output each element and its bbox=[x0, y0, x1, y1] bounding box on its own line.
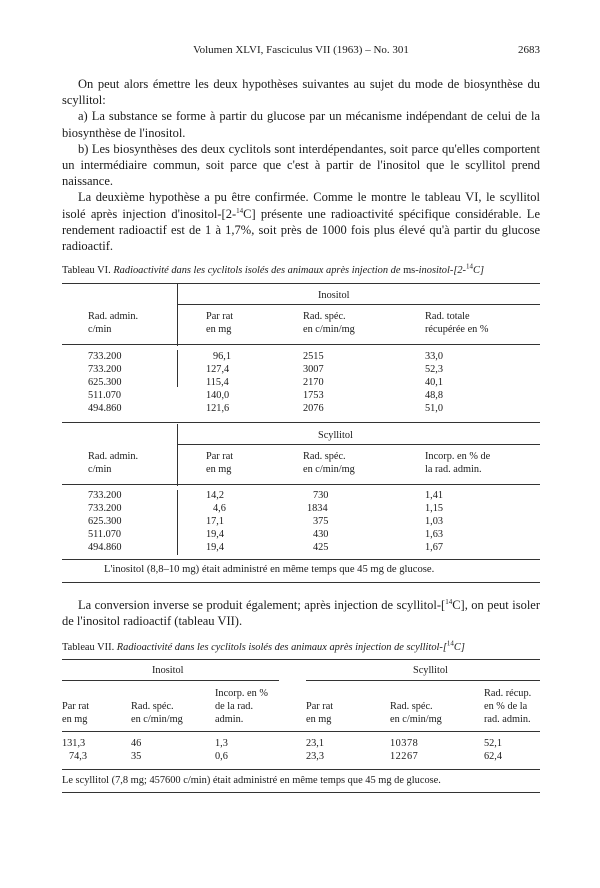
table7-group2-title: Scyllitol bbox=[413, 665, 448, 676]
table-header-cell: admin. bbox=[215, 714, 244, 725]
table6-group2-data-divider bbox=[177, 490, 178, 555]
table-cell: 17,1 bbox=[206, 516, 225, 527]
table-header-cell: Rad. spéc. bbox=[131, 701, 174, 712]
table-header-cell: Rad. récup. bbox=[484, 688, 532, 699]
table-cell: 33,0 bbox=[425, 351, 444, 362]
table-cell: 0,6 bbox=[215, 751, 228, 762]
table6-mid-rule bbox=[62, 422, 540, 423]
table-header-cell: en c/min/mg bbox=[390, 714, 442, 725]
table7-header-rule bbox=[62, 731, 540, 732]
table6-group2-title-rule bbox=[178, 444, 540, 445]
table-header-cell: Par rat bbox=[206, 451, 234, 462]
caption-end: C] bbox=[453, 642, 465, 653]
table-cell: 2076 bbox=[303, 403, 324, 414]
table-cell: 115,4 bbox=[206, 377, 229, 388]
table-cell: 131,3 bbox=[62, 738, 86, 749]
table6-group1-divider bbox=[177, 284, 178, 346]
caption-compound-prefix: ms- bbox=[403, 265, 419, 276]
table6-bottom-rule bbox=[62, 559, 540, 560]
table-cell: 430 bbox=[313, 529, 329, 540]
table-header-cell: Rad. admin. bbox=[88, 311, 139, 322]
body-text-middle bbox=[62, 597, 540, 629]
text-run: La deuxième hypothèse a pu être confirmée. Comme le montre le tableau VI, le scyllitol isolé après injection d'inositol-[2- bbox=[62, 190, 540, 221]
table-cell: 19,4 bbox=[206, 542, 225, 553]
table-header-cell: en mg bbox=[306, 714, 332, 725]
table-cell: 1,15 bbox=[425, 503, 444, 514]
table-cell: 494.860 bbox=[88, 403, 122, 414]
table-header-cell: Rad. spéc. bbox=[303, 451, 346, 462]
table-cell: 35 bbox=[131, 751, 142, 762]
table-header-cell: c/min bbox=[88, 324, 112, 335]
table6-group1-title-rule bbox=[178, 304, 540, 305]
paragraph-hypotheses-intro: On peut alors émettre les deux hypothèses suivantes au sujet du mode de biosynthèse du scyllitol: bbox=[62, 77, 540, 108]
table-cell: 140,0 bbox=[206, 390, 230, 401]
text-run: La conversion inverse se produit également; après injection de scyllitol-[ bbox=[78, 598, 446, 612]
caption-label: Tableau VI. bbox=[62, 265, 111, 276]
text-run: C] présente une radioactivité spécifique considérable. Le rendement radioactif est de 1 à 1,7%, soit près de 1000 fois plus élevé qu'à partir du glucose radioactif. bbox=[62, 206, 540, 254]
table-header-cell: de la rad. bbox=[215, 701, 254, 712]
table-header-cell: Rad. totale bbox=[425, 311, 470, 322]
table-cell: 730 bbox=[313, 490, 329, 501]
table-cell: 46 bbox=[131, 738, 142, 749]
table-cell: 23,1 bbox=[306, 738, 325, 749]
table-cell: 48,8 bbox=[425, 390, 444, 401]
paragraph-hypothesis-b: b) Les biosynthèses des deux cyclitols sont interdépendantes, soit parce qu'elles comportent un intermédiaire commun, soit parce que c'est à partir de l'inositol que le scyllitol prend naissance. bbox=[62, 141, 540, 189]
table6-group2-title: Scyllitol bbox=[318, 430, 353, 441]
body-text-top bbox=[62, 76, 540, 254]
table-header-cell: en % de la bbox=[484, 701, 528, 712]
table-cell: 52,3 bbox=[425, 364, 444, 375]
table-cell: 375 bbox=[313, 516, 329, 527]
paragraph-inverse-conversion bbox=[62, 597, 540, 629]
table-cell: 2515 bbox=[303, 351, 324, 362]
table-cell: 10378 bbox=[390, 738, 419, 749]
table-cell: 3007 bbox=[303, 364, 324, 375]
table7-top-rule bbox=[62, 659, 540, 660]
paragraph-confirmation bbox=[62, 189, 540, 254]
caption-label: Tableau VII. bbox=[62, 642, 115, 653]
table-cell: 74,3 bbox=[69, 751, 88, 762]
table-cell: 625.300 bbox=[88, 516, 122, 527]
table-header-cell: en mg bbox=[62, 714, 88, 725]
table7-caption bbox=[62, 639, 542, 653]
table-cell: 1,3 bbox=[215, 738, 228, 749]
paragraph-hypothesis-a: a) La substance se forme à partir du glucose par un mécanisme indépendant de celui de la biosynthèse de l'inositol. bbox=[62, 109, 540, 140]
text-run: C], on peut isoler de l'inositol radioactif (tableau VII). bbox=[62, 598, 540, 629]
caption-text: Radioactivité dans les cyclitols isolés des animaux après injection de scyllitol-[ bbox=[116, 642, 447, 653]
isotope-superscript: 14 bbox=[446, 639, 454, 648]
table-cell: 62,4 bbox=[484, 751, 503, 762]
isotope-superscript: 14 bbox=[236, 206, 244, 215]
table-cell: 1,63 bbox=[425, 529, 444, 540]
table-cell: 12267 bbox=[390, 751, 419, 762]
page-number: 2683 bbox=[518, 44, 540, 56]
table-header-cell: en c/min/mg bbox=[303, 324, 355, 335]
table6-group1-data-divider bbox=[177, 350, 178, 387]
table-header-cell: Rad. spéc. bbox=[390, 701, 433, 712]
table-cell: 511.070 bbox=[88, 529, 122, 540]
table-cell: 121,6 bbox=[206, 403, 230, 414]
table-cell: 1834 bbox=[307, 503, 328, 514]
table-cell: 1753 bbox=[303, 390, 324, 401]
table-cell: 733.200 bbox=[88, 351, 122, 362]
table-cell: 1,03 bbox=[425, 516, 444, 527]
table-cell: 733.200 bbox=[88, 490, 122, 501]
table6-group2-divider bbox=[177, 424, 178, 486]
table-cell: 127,4 bbox=[206, 364, 230, 375]
isotope-superscript: 14 bbox=[445, 597, 453, 606]
table-cell: 52,1 bbox=[484, 738, 503, 749]
table-cell: 23,3 bbox=[306, 751, 325, 762]
table-cell: 511.070 bbox=[88, 390, 122, 401]
table6-header2-rule bbox=[62, 484, 540, 485]
table-header-cell: Incorp. en % de bbox=[425, 451, 491, 462]
table-cell: 733.200 bbox=[88, 503, 122, 514]
table-cell: 494.860 bbox=[88, 542, 122, 553]
table-header-cell: Par rat bbox=[62, 701, 90, 712]
table-header-cell: Incorp. en % bbox=[215, 688, 268, 699]
table-cell: 51,0 bbox=[425, 403, 444, 414]
journal-citation: Volumen XLVI, Fasciculus VII (1963) – No. 301 bbox=[193, 44, 409, 56]
table-header-cell: récupérée en % bbox=[425, 324, 489, 335]
table6-group1-title: Inositol bbox=[318, 290, 350, 301]
table-cell: 4,6 bbox=[213, 503, 226, 514]
table-cell: 733.200 bbox=[88, 364, 122, 375]
caption-compound-end: C] bbox=[473, 265, 485, 276]
table-cell: 40,1 bbox=[425, 377, 444, 388]
table6-header-rule bbox=[62, 344, 540, 345]
table7-group1-rule bbox=[62, 680, 279, 681]
table-cell: 625.300 bbox=[88, 377, 122, 388]
table7-group2-rule bbox=[306, 680, 540, 681]
table-cell: 2170 bbox=[303, 377, 324, 388]
table7-bottom-rule bbox=[62, 769, 540, 770]
isotope-superscript: 14 bbox=[466, 262, 474, 271]
table7-group1-title: Inositol bbox=[152, 665, 184, 676]
table-header-cell: c/min bbox=[88, 464, 112, 475]
table6-footnote-rule bbox=[62, 582, 540, 583]
table6-footnote: L'inositol (8,8–10 mg) était administré en même temps que 45 mg de glucose. bbox=[104, 564, 435, 575]
table-cell: 425 bbox=[313, 542, 329, 553]
table-header-cell: Rad. admin. bbox=[88, 451, 139, 462]
table-cell: 1,41 bbox=[425, 490, 444, 501]
table7-footnote: Le scyllitol (7,8 mg; 457600 c/min) était administré en même temps que 45 mg de glucose. bbox=[62, 775, 441, 786]
table-header-cell: en c/min/mg bbox=[131, 714, 183, 725]
table-header-cell: en mg bbox=[206, 324, 232, 335]
table-header-cell: en c/min/mg bbox=[303, 464, 355, 475]
table-header-cell: rad. admin. bbox=[484, 714, 531, 725]
caption-text: Radioactivité dans les cyclitols isolés des animaux après injection de bbox=[113, 265, 401, 276]
running-header bbox=[62, 44, 540, 60]
caption-compound-position: -[2- bbox=[449, 265, 467, 276]
table6-top-rule bbox=[62, 283, 540, 284]
table-header-cell: Rad. spéc. bbox=[303, 311, 346, 322]
table-header-cell: Par rat bbox=[306, 701, 334, 712]
caption-compound: inositol bbox=[418, 265, 450, 276]
table-header-cell: en mg bbox=[206, 464, 232, 475]
table-header-cell: la rad. admin. bbox=[425, 464, 482, 475]
table-cell: 1,67 bbox=[425, 542, 444, 553]
table6-caption bbox=[62, 262, 542, 276]
table-header-cell: Par rat bbox=[206, 311, 234, 322]
table-cell: 19,4 bbox=[206, 529, 225, 540]
table-cell: 14,2 bbox=[206, 490, 225, 501]
table-cell: 96,1 bbox=[213, 351, 232, 362]
table7-footnote-rule bbox=[62, 792, 540, 793]
